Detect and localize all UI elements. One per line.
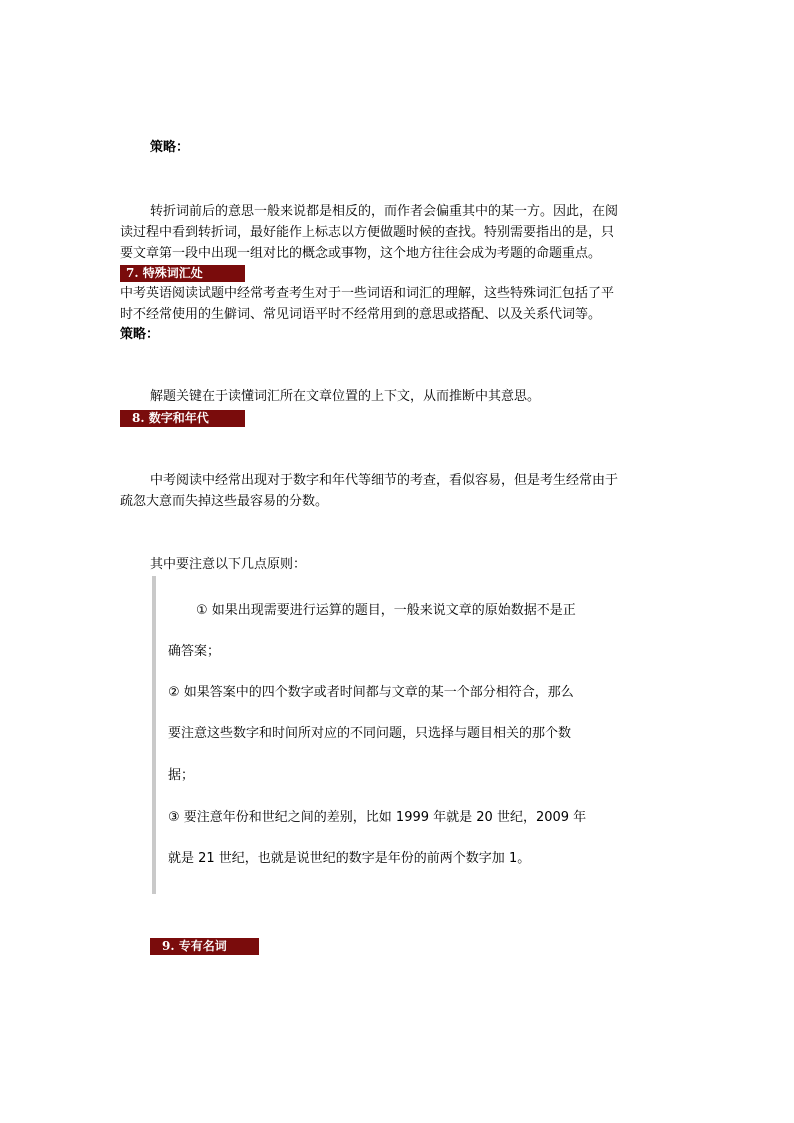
special-words-paragraph — [120, 283, 676, 325]
principles-intro: 其中要注意以下几点原则： — [150, 557, 307, 572]
principle-3-line-1: ③ 要注意年份和世纪之间的差别，比如 1999 年就是 20 世纪，2009 年 — [168, 810, 587, 825]
paragraph-line: 时不经常使用的生僻词、常见词语平时不经常用到的意思或搭配、以及关系代词等。 — [120, 307, 602, 322]
section-8-banner: 8. 数字和年代 — [120, 410, 245, 427]
key-paragraph: 解题关键在于读懂词汇所在文章位置的上下文，从而推断中其意思。 — [150, 389, 541, 404]
principle-2-line-3: 据； — [168, 768, 195, 783]
paragraph-line: 读过程中看到转折词，最好能作上标志以方便做题时候的查找。特别需要指出的是，只 — [120, 225, 615, 240]
principle-1-line-2: 确答案； — [168, 644, 221, 659]
paragraph-line: 中考阅读中经常出现对于数字和年代等细节的考查，看似容易，但是考生经常由于 — [150, 473, 619, 488]
transition-words-paragraph — [120, 201, 674, 264]
principle-3-line-2: 就是 21 世纪，也就是说世纪的数字是年份的前两个数字加 1。 — [168, 851, 531, 866]
quote-bar — [152, 576, 156, 894]
paragraph-line: 转折词前后的意思一般来说都是相反的，而作者会偏重其中的某一方。因此，在阅 — [150, 204, 619, 219]
section-9-banner: 9. 专有名词 — [150, 938, 259, 955]
numbers-paragraph — [120, 470, 674, 512]
principle-2-line-1: ② 如果答案中的四个数字或者时间都与文章的某一个部分相符合，那么 — [168, 685, 574, 700]
section-7-banner: 7. 特殊词汇处 — [120, 265, 245, 282]
paragraph-line: 中考英语阅读试题中经常考查考生对于一些词语和词汇的理解，这些特殊词汇包括了平 — [120, 286, 615, 301]
paragraph-line: 要文章第一段中出现一组对比的概念或事物，这个地方往往会成为考题的命题重点。 — [120, 246, 602, 261]
strategy-label: 策略： — [150, 140, 190, 155]
paragraph-line: 疏忽大意而失掉这些最容易的分数。 — [120, 494, 329, 509]
principle-1-line-1: ① 如果出现需要进行运算的题目，一般来说文章的原始数据不是正 — [196, 603, 576, 618]
principle-2-line-2: 要注意这些数字和时间所对应的不同问题，只选择与题目相关的那个数 — [168, 726, 572, 741]
strategy-label: 策略： — [120, 327, 160, 342]
